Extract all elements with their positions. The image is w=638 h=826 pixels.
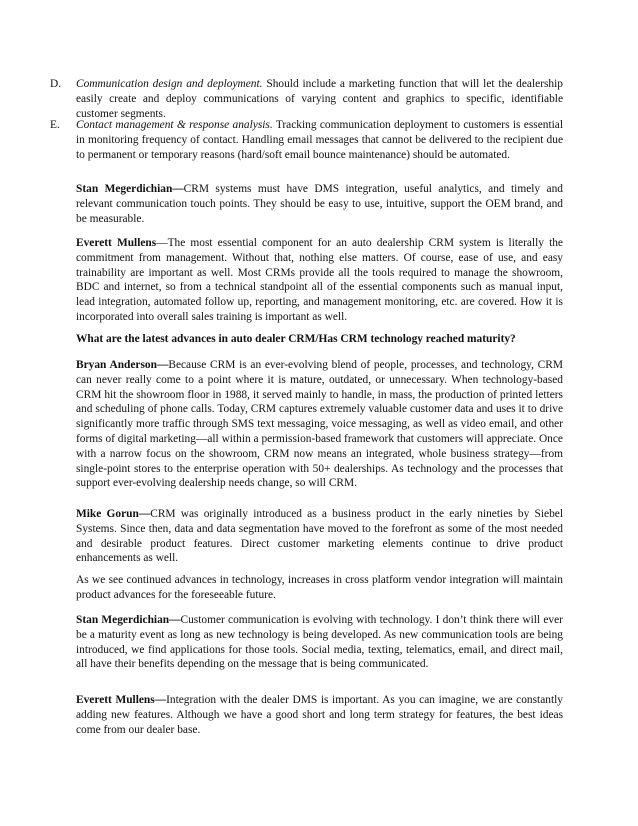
list-item-body bbox=[76, 77, 563, 121]
paragraph-stan-2 bbox=[76, 613, 563, 672]
list-marker: E. bbox=[50, 119, 60, 131]
section-question: What are the latest advances in auto dealer CRM/Has CRM technology reached maturity? bbox=[76, 333, 516, 345]
paragraph-text: Integration with the dealer DMS is important. As you can imagine, we are constantly adding new features. Although we have a good short and long term strategy for features, the best ideas come from our dealer base. bbox=[76, 694, 563, 736]
list-item-lead: Communication design and deployment. bbox=[76, 78, 263, 90]
speaker-name: Stan Megerdichian— bbox=[76, 183, 184, 195]
paragraph-text: CRM was originally introduced as a business product in the early nineties by Siebel Systems. Since then, data and data segmentation have moved to the forefront as some of the most needed and desirable product features. Direct customer marketing elements continue to drive product enhancements as well. bbox=[76, 508, 563, 565]
paragraph-mike bbox=[76, 507, 563, 566]
list-item-lead: Contact management & response analysis. bbox=[76, 119, 273, 131]
paragraph-everett-1 bbox=[76, 236, 563, 325]
paragraph-stan-1 bbox=[76, 182, 563, 226]
speaker-name: Everett Mullens— bbox=[76, 694, 167, 706]
speaker-name: Stan Megerdichian— bbox=[76, 614, 181, 626]
list-item-body bbox=[76, 118, 563, 162]
paragraph-text: —The most essential component for an auto dealership CRM system is literally the commitment from management. Without that, nothing else matters. Of course, ease of use, and easy trainability are important as well. Most CRMs provide all the tools required to manage the showroom, BDC and internet, so from a technical standpoint all of the essential components such as manual input, lead integration, automated follow up, reporting, and management monitoring, etc. are covered. How it is incorporated into overall sales training is important as well. bbox=[76, 237, 563, 323]
paragraph-text: Because CRM is an ever-evolving blend of people, processes, and technology, CRM can never really come to a point where it is mature, outdated, or unnecessary. When technology-based CRM hit the showroom floor in 1988, it served mainly to handle, in mass, the production of printed letters and scheduling of phone calls. Today, CRM captures extremely valuable customer data and uses it to drive significantly more traffic through SMS text messaging, voice messaging, as well as video email, and other forms of digital marketing—all within a permission-based framework that customers will appreciate. Once with a narrow focus on the showroom, CRM now means an integrated, whole business strategy—from single-point stores to the enterprise operation with 50+ dealerships. As technology and the processes that support ever-evolving dealership needs change, so will CRM. bbox=[76, 359, 563, 490]
speaker-name: Everett Mullens bbox=[76, 237, 157, 249]
paragraph-text: Customer communication is evolving with technology. I don’t think there will ever be a maturity event as long as new technology is being developed. As new communication tools are being introduced, we find applications for those tools. Social media, texting, telematics, email, and direct mail, all have their benefits depending on the message that is being communicated. bbox=[76, 614, 563, 671]
paragraph-text: CRM systems must have DMS integration, useful analytics, and timely and relevant communication touch points. They should be easy to use, intuitive, support the OEM brand, and be measurable. bbox=[76, 183, 563, 225]
paragraph-bryan bbox=[76, 358, 563, 491]
list-item-text: Tracking communication deployment to customers is essential in monitoring frequency of contact. Handling email messages that cannot be delivered to the recipient due to permanent or temporary reasons (hard/soft email bounce maintenance) should be automated. bbox=[76, 119, 563, 161]
list-item-text: Should include a marketing function that will let the dealership easily create and deploy communications of varying content and graphics to specific, identifiable customer segments. bbox=[76, 78, 563, 120]
speaker-name: Bryan Anderson— bbox=[76, 359, 169, 371]
paragraph-continued: As we see continued advances in technology, increases in cross platform vendor integration will maintain product advances for the foreseeable future. bbox=[76, 574, 563, 601]
paragraph-everett-2 bbox=[76, 693, 563, 737]
list-marker: D. bbox=[50, 78, 62, 90]
speaker-name: Mike Gorun— bbox=[76, 508, 151, 520]
list-item-d bbox=[50, 77, 563, 121]
list-item-e bbox=[50, 118, 563, 162]
